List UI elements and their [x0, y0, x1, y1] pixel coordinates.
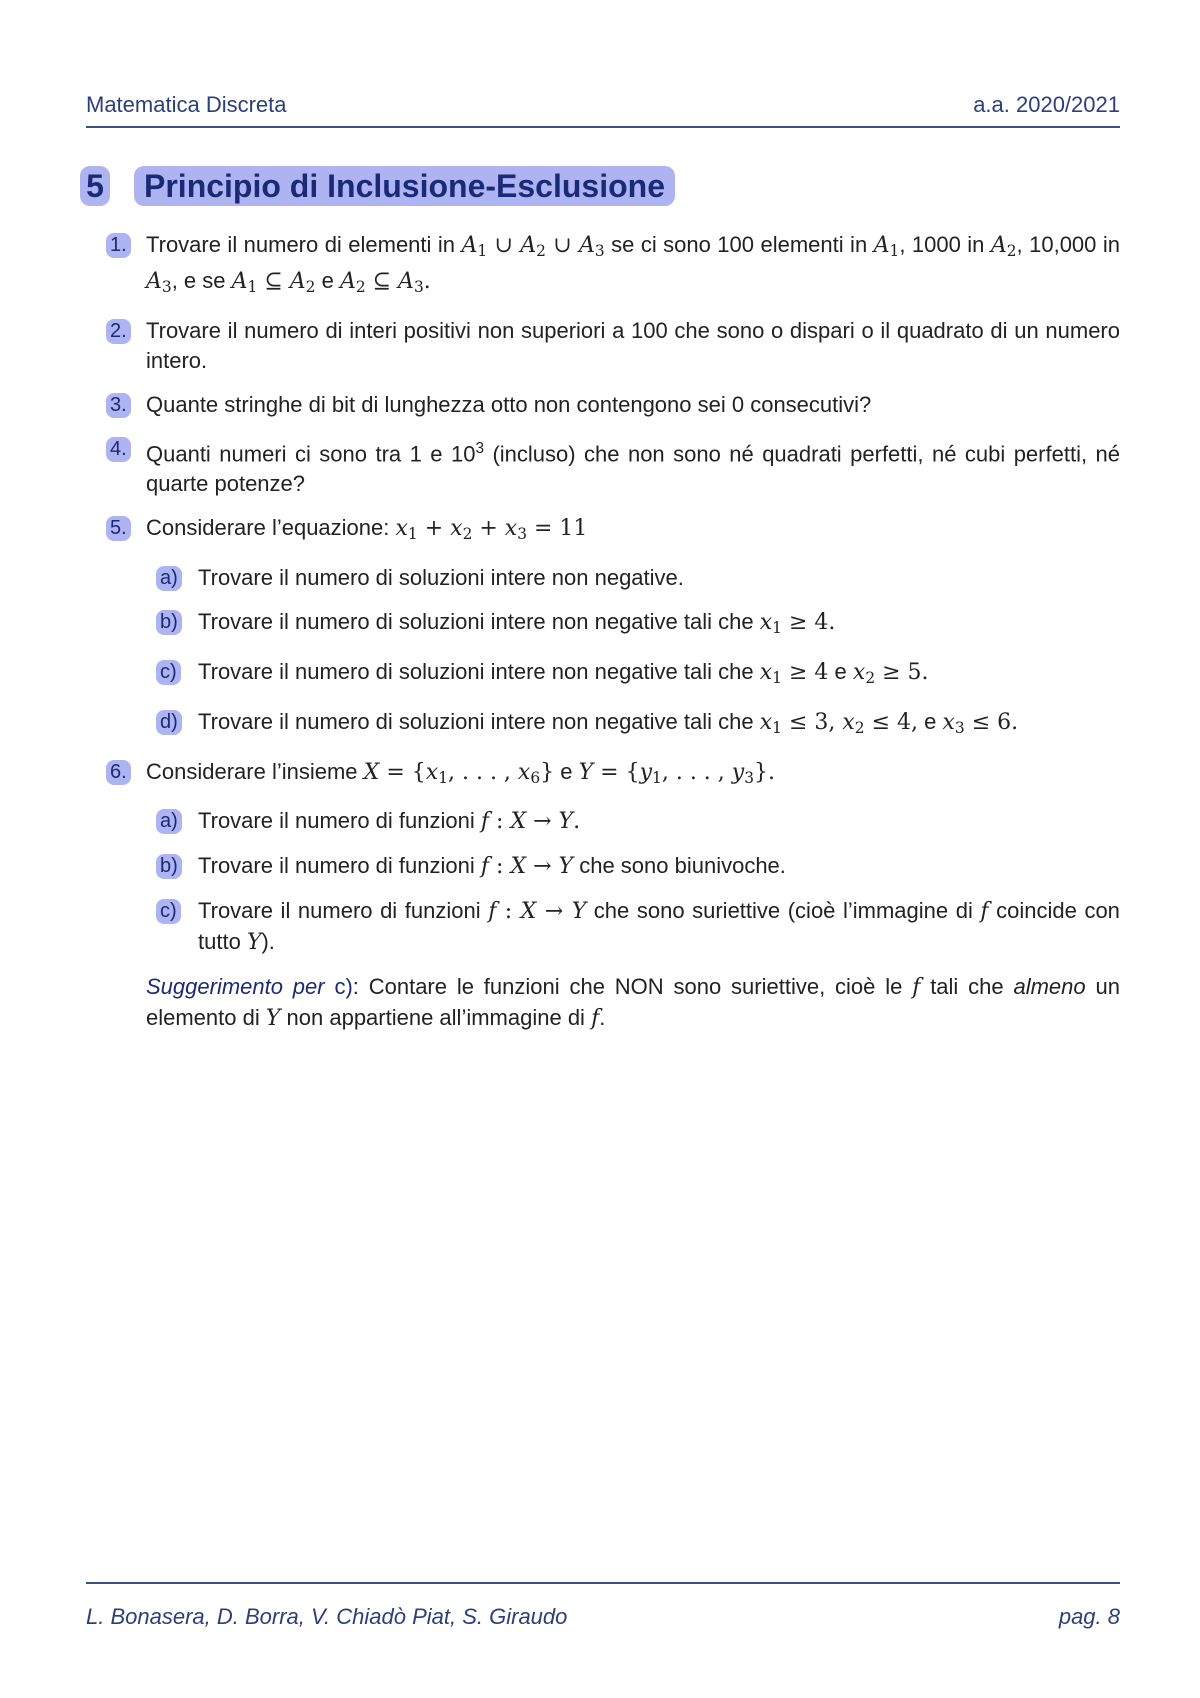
- exercise-3: 3. Quante stringhe di bit di lunghezza otto non contengono sei 0 consecutivi?: [106, 390, 1120, 420]
- exercise-1: 1. Trovare il numero di elementi in $A_1$ ∪ $A_2$ ∪ $A_3$ se ci sono 100 elementi in $A_1$, 1000 in $A_2$, 10,000 in $A_3$, e se $A_1$ ⊆ $A_2$ e $A_2$ ⊆ $A_3$.: [106, 230, 1120, 302]
- hint: Suggerimento per c): Contare le funzioni che NON sono suriettive, cioè le f tali che almeno un elemento di Y non appartiene all’immagine di f.: [146, 974, 1120, 1032]
- page-footer: [86, 1582, 1120, 1629]
- page-header: [86, 90, 1120, 128]
- exercise-6b: b) Trovare il numero di funzioni f : X → Y che sono biunivoche.: [146, 851, 1120, 882]
- exercise-number: 5.: [106, 516, 131, 541]
- exercise-number: 6.: [106, 760, 131, 785]
- academic-year: a.a. 2020/2021: [973, 92, 1120, 117]
- exercise-5: 5. Considerare l’equazione: $x_1 + x_2 + x_3 = 11$ a) Trovare il numero di soluzioni intere non negative. b) Trovare il numero di soluzioni intere non negative tali che $x_1 \ge 4$. c) Trovare il numero di soluzioni intere non negative tali che $x_1 \ge 4$ e $x_2 \ge 5$. d) Trovare il numero di soluzioni intere non negative tali che $x_1 \le 3$, $x_2 \le 4$, e $x_3 \le 6$.: [106, 513, 1120, 742]
- exercise-6a: a) Trovare il numero di funzioni f : X → Y.: [146, 806, 1120, 837]
- exercise-number: 4.: [106, 437, 131, 462]
- exercise-6: 6. Considerare l’insieme $X = \{x_1$, . . . , $x_6$} e $Y = \{y_1$, . . . , $y_3$}. a) Trovare il numero di funzioni f : X → Y. b) Trovare il numero di funzioni f : X → Y che sono biunivoche. c) Trovare il numero di funzioni f : X → Y che sono suriettive (cioè l’immagine di f coincide con tutto Y). Suggerimento per c): Contare le funzioni che NON sono suriettive, cioè le f tali che almeno un elemento di Y non appartiene all’immagine di f.: [106, 757, 1120, 1035]
- equation: $x_1 + x_2 + x_3 = 11$: [395, 516, 588, 543]
- exercise-number: 3.: [106, 393, 131, 418]
- exercise-number: 2.: [106, 319, 131, 344]
- exercise-5b: b) Trovare il numero di soluzioni intere non negative tali che $x_1 \ge 4$.: [146, 607, 1120, 643]
- exercise-5c: c) Trovare il numero di soluzioni intere non negative tali che $x_1 \ge 4$ e $x_2 \ge 5$.: [146, 657, 1120, 693]
- course-title: Matematica Discreta: [86, 92, 287, 117]
- exercise-number: 1.: [106, 233, 131, 258]
- exercise-6c: c) Trovare il numero di funzioni f : X → Y che sono suriettive (cioè l’immagine di f coincide con tutto Y).: [146, 896, 1120, 958]
- exercise-5a: a) Trovare il numero di soluzioni intere non negative.: [146, 563, 1120, 593]
- exercise-list: [106, 230, 1120, 1048]
- math: $A_1$ ∪ $A_2$ ∪ $A_3$: [461, 233, 605, 260]
- exercise-5d: d) Trovare il numero di soluzioni intere non negative tali che $x_1 \le 3$, $x_2 \le 4$, e $x_3 \le 6$.: [146, 707, 1120, 743]
- exercise-2: 2. Trovare il numero di interi positivi non superiori a 100 che sono o dispari o il quadrato di un numero intero.: [106, 316, 1120, 376]
- page-number: pag. 8: [1058, 1604, 1120, 1629]
- exercise-4: 4. Quanti numeri ci sono tra 1 e $10^3$ (incluso) che non sono né quadrati perfetti, né cubi perfetti, né quarte potenze?: [106, 434, 1120, 499]
- section-number: 5: [80, 166, 110, 206]
- authors: L. Bonasera, D. Borra, V. Chiadò Piat, S. Giraudo: [86, 1604, 568, 1629]
- section-title: Principio di Inclusione-Esclusione: [134, 166, 675, 206]
